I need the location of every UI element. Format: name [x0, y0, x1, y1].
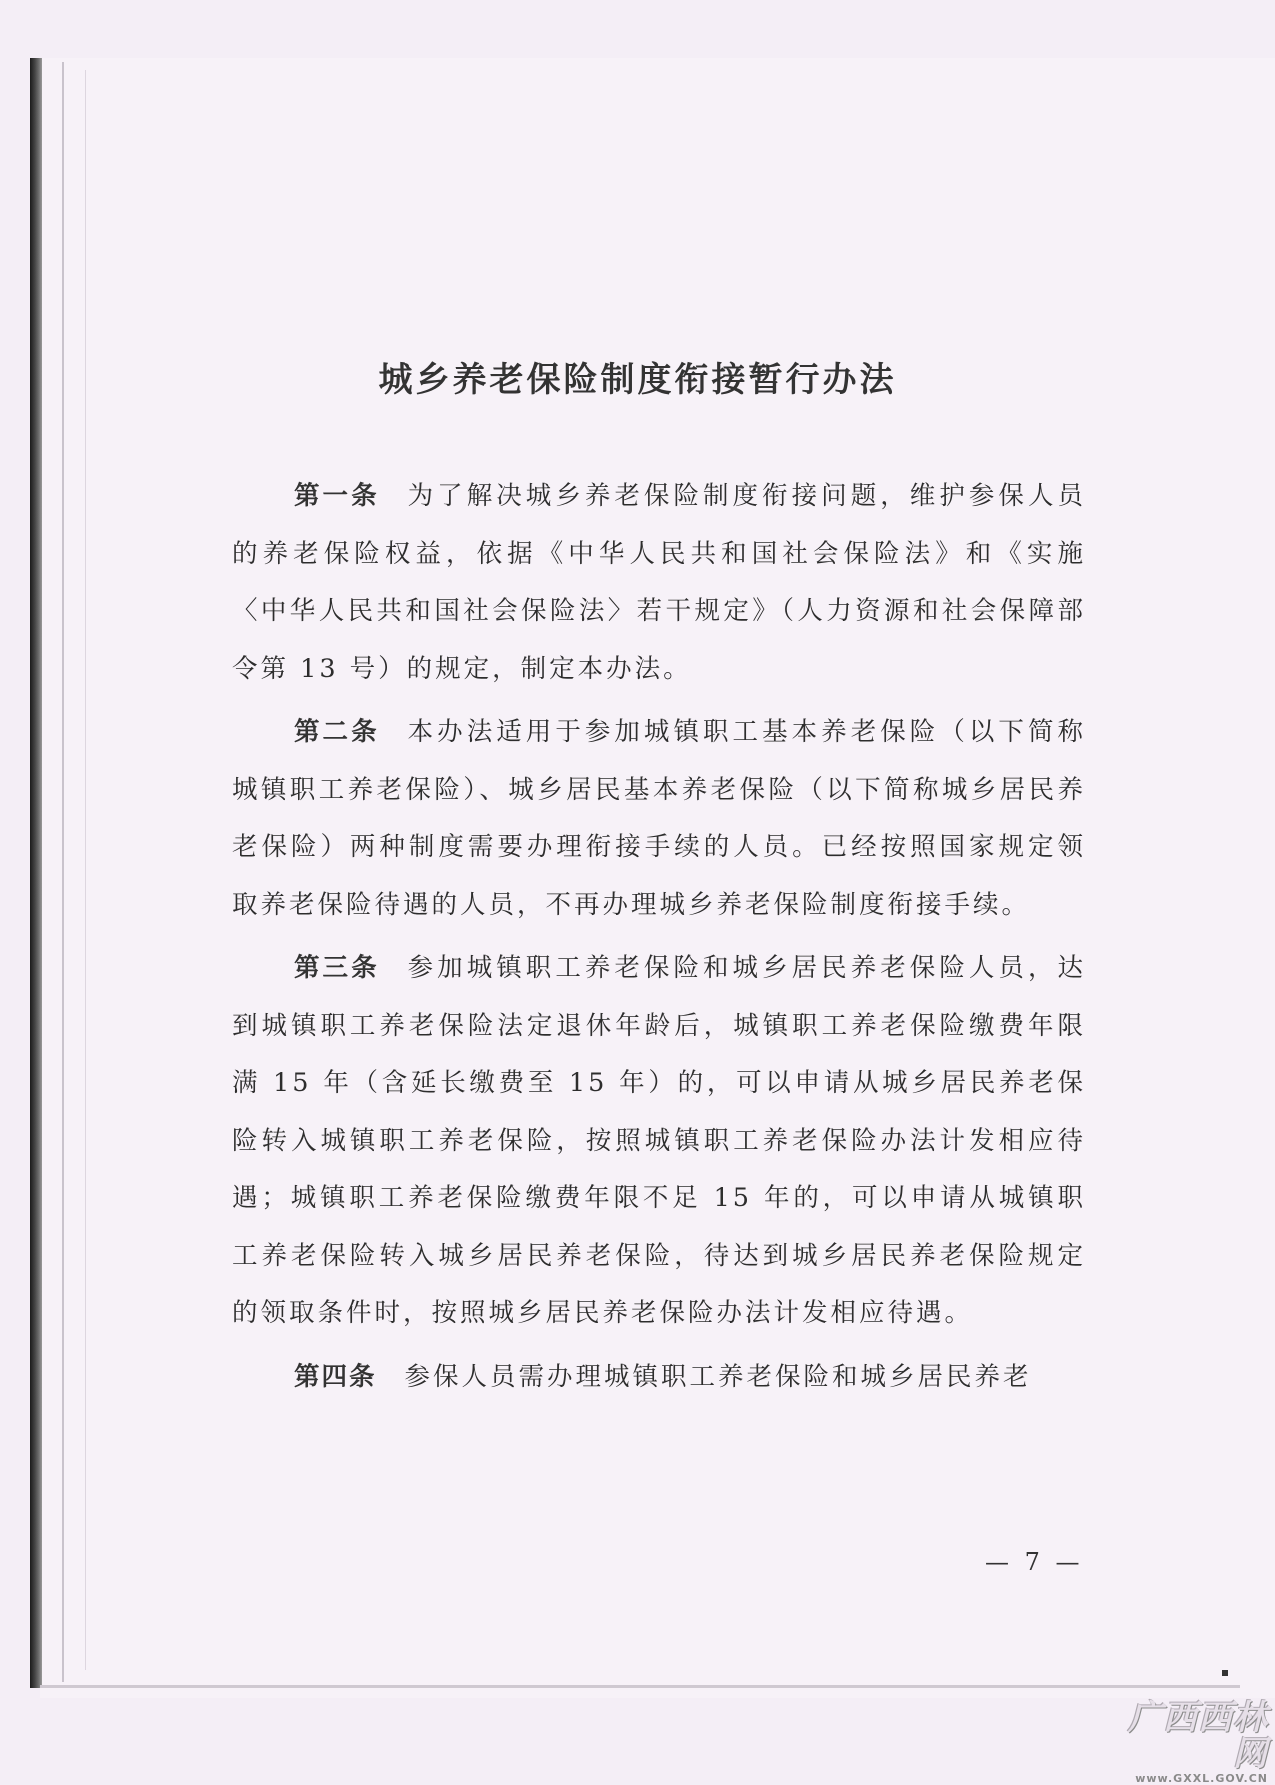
binding-strip	[30, 58, 42, 1688]
article-text: 参保人员需办理城镇职工养老保险和城乡居民养老	[404, 1361, 1032, 1392]
article-number: 第四条	[294, 1361, 377, 1392]
article-1	[232, 468, 1086, 698]
binding-shadow-line	[62, 62, 64, 1682]
page-number: — 7 —	[985, 1548, 1084, 1576]
binding-shadow-line-faint	[85, 70, 86, 1670]
article-text: 本办法适用于参加城镇职工基本养老保险（以下简称城镇职工养老保险）、城乡居民基本养老保险（以下简称城乡居民养老保险）两种制度需要办理衔接手续的人员。已经按照国家规定领取养老保险待遇的人员，不再办理城乡养老保险制度衔接手续。	[232, 717, 1086, 920]
article-number: 第二条	[294, 717, 380, 747]
article-2	[232, 704, 1086, 934]
article-4	[232, 1349, 1086, 1407]
article-text: 为了解决城乡养老保险制度衔接问题，维护参保人员的养老保险权益，依据《中华人民共和国社会保险法》和《实施〈中华人民共和国社会保险法〉若干规定》（人力资源和社会保障部令第 13 号）的规定，制定本办法。	[232, 481, 1086, 684]
article-3	[232, 940, 1086, 1343]
watermark-logo-text: 广西西林网	[1128, 1698, 1268, 1774]
article-number: 第一条	[294, 481, 380, 511]
site-watermark	[1108, 1700, 1268, 1785]
document-title: 城乡养老保险制度衔接暂行办法	[378, 360, 897, 400]
scan-speck	[1222, 1670, 1228, 1676]
article-number: 第三条	[294, 953, 380, 983]
page-bottom-edge	[40, 1685, 1240, 1688]
watermark-url: www.GXXL.GOV.CN	[1135, 1772, 1268, 1785]
document-body	[232, 468, 1086, 1412]
article-text: 参加城镇职工养老保险和城乡居民养老保险人员，达到城镇职工养老保险法定退休年龄后，城镇职工养老保险缴费年限满 15 年（含延长缴费至 15 年）的，可以申请从城乡居民养老保险转入城镇职工养老保险，按照城镇职工养老保险办法计发相应待遇；城镇职工养老保险缴费年限不足 15 年的，可以申请从城镇职工养老保险转入城乡居民养老保险，待达到城乡居民养老保险规定的领取条件时，按照城乡居民养老保险办法计发相应待遇。	[232, 953, 1086, 1328]
